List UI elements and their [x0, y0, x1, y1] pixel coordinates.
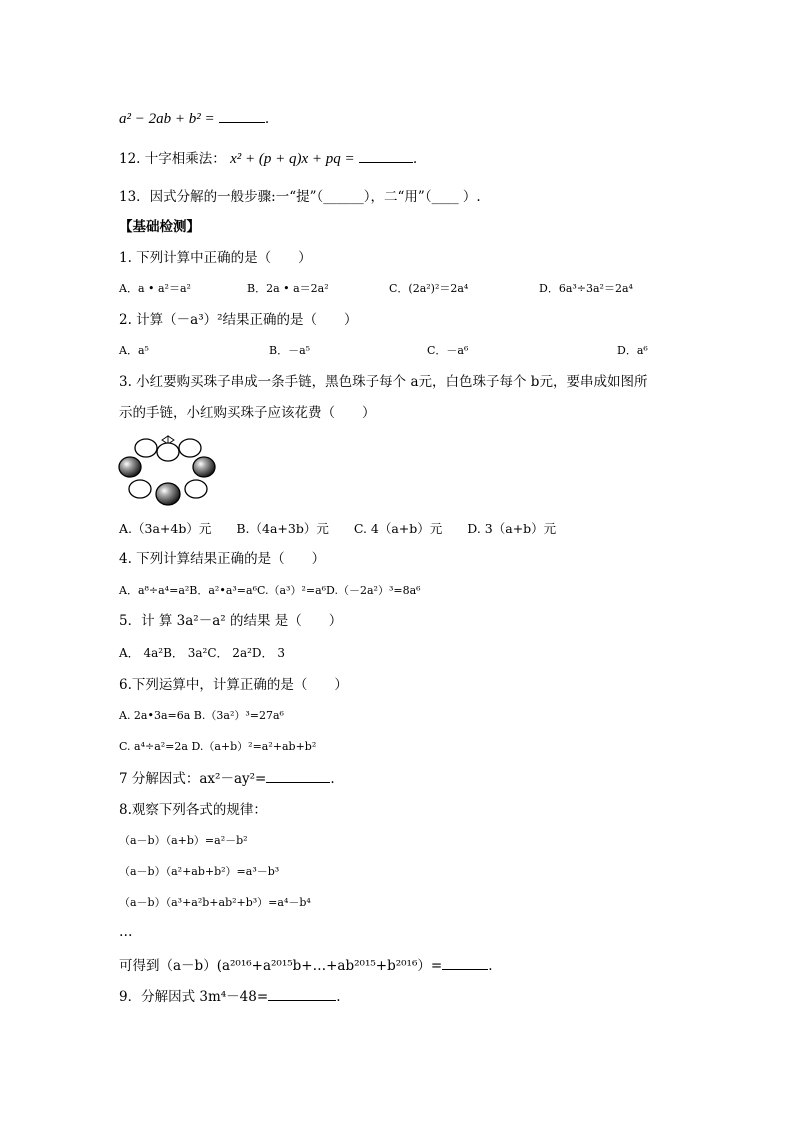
q8-pattern-3: （a－b）（a³+a²b+ab²+b³）=a⁴－b⁴: [119, 896, 311, 909]
white-bead: [179, 439, 201, 457]
question-2: 2. 计算（－a³）²结果正确的是（ ）: [119, 312, 358, 328]
q12-label: 12. 十字相乘法：: [119, 151, 226, 167]
section-title: 【基础检测】: [119, 219, 200, 235]
q8-pattern-2: （a－b）（a²+ab+b²）=a³－b³: [119, 865, 280, 878]
period: .: [412, 151, 418, 167]
period: .: [336, 989, 341, 1005]
question-8: 8.观察下列各式的规律：: [119, 802, 267, 818]
answer-blank[interactable]: [266, 770, 330, 783]
question-3-options[interactable]: A.（3a+4b）元 B.（4a+3b）元 C. 4（a+b）元 D. 3（a+b）元: [119, 521, 557, 536]
q8-pattern-1: （a－b）（a+b）=a²－b²: [119, 834, 248, 847]
white-bead: [157, 443, 179, 461]
q2-option-a[interactable]: A．a⁵: [119, 344, 149, 357]
white-bead: [135, 439, 157, 457]
black-bead: [193, 457, 215, 477]
q1-option-a[interactable]: A．a • a²＝a²: [119, 282, 191, 295]
question-6-options-cd[interactable]: C. a⁴÷a²=2a D.（a+b）²=a²+ab+b²: [119, 740, 317, 753]
answer-blank[interactable]: [219, 110, 265, 123]
question-5: 5．计 算 3a²－a² 的结果 是（ ）: [119, 613, 343, 629]
q1-option-b[interactable]: B．2a • a＝2a²: [247, 282, 329, 295]
period: .: [488, 958, 493, 974]
white-bead: [185, 480, 207, 498]
answer-blank[interactable]: [359, 150, 413, 163]
question-6-options-ab[interactable]: A. 2a•3a=6a B.（3a²）³=27a⁶: [119, 709, 284, 722]
question-13: 13．因式分解的一般步骤:一“提”（______），二“用”（____ ）.: [119, 189, 481, 205]
q8-result-text: 可得到（a－b）(a²⁰¹⁶+a²⁰¹⁵b+…+ab²⁰¹⁵+b²⁰¹⁶）=: [119, 958, 443, 974]
question-12: [119, 150, 417, 167]
q8-ellipsis: …: [119, 924, 133, 940]
question-6: 6.下列运算中，计算正确的是（ ）: [119, 677, 348, 693]
bracelet-figure: [118, 434, 218, 508]
question-4-options[interactable]: A．a⁸÷a⁴=a²B．a²•a³=a⁶C.（a³）²=a⁶D.（－2a²）³=8a⁶: [119, 584, 421, 597]
question-4: 4. 下列计算结果正确的是（ ）: [119, 551, 326, 567]
formula-square: [119, 110, 269, 127]
question-5-options[interactable]: A． 4a²B． 3a²C． 2a²D． 3: [119, 646, 285, 660]
black-bead: [119, 457, 141, 477]
question-9: [119, 988, 340, 1005]
q7-text: 7 分解因式：ax²－ay²=: [119, 771, 267, 787]
q2-option-b[interactable]: B．－a⁵: [269, 344, 311, 357]
answer-blank[interactable]: [442, 957, 488, 970]
question-1: 1. 下列计算中正确的是（ ）: [119, 250, 312, 266]
q2-option-d[interactable]: D．a⁶: [617, 344, 648, 357]
question-3-line-1: 3. 小红要购买珠子串成一条手链，黑色珠子每个 a元，白色珠子每个 b元，要串成如图所: [119, 374, 648, 390]
q12-formula: x² + (p + q)x + pq =: [230, 151, 355, 167]
question-3-line-2: 示的手链，小红购买珠子应该花费（ ）: [119, 405, 376, 421]
formula-square-text: a² − 2ab + b² =: [119, 111, 215, 127]
q8-result: [119, 957, 492, 974]
white-bead: [129, 480, 151, 498]
period: .: [264, 111, 270, 127]
q1-option-c[interactable]: C．(2a²)²＝2a⁴: [389, 282, 469, 295]
question-7: [119, 770, 335, 787]
q1-option-d[interactable]: D．6a³÷3a²＝2a⁴: [539, 282, 633, 295]
q2-option-c[interactable]: C．－a⁶: [427, 344, 469, 357]
black-bead: [156, 483, 180, 505]
answer-blank[interactable]: [268, 988, 336, 1001]
period: .: [330, 771, 335, 787]
q9-text: 9．分解因式 3m⁴－48=: [119, 989, 269, 1005]
